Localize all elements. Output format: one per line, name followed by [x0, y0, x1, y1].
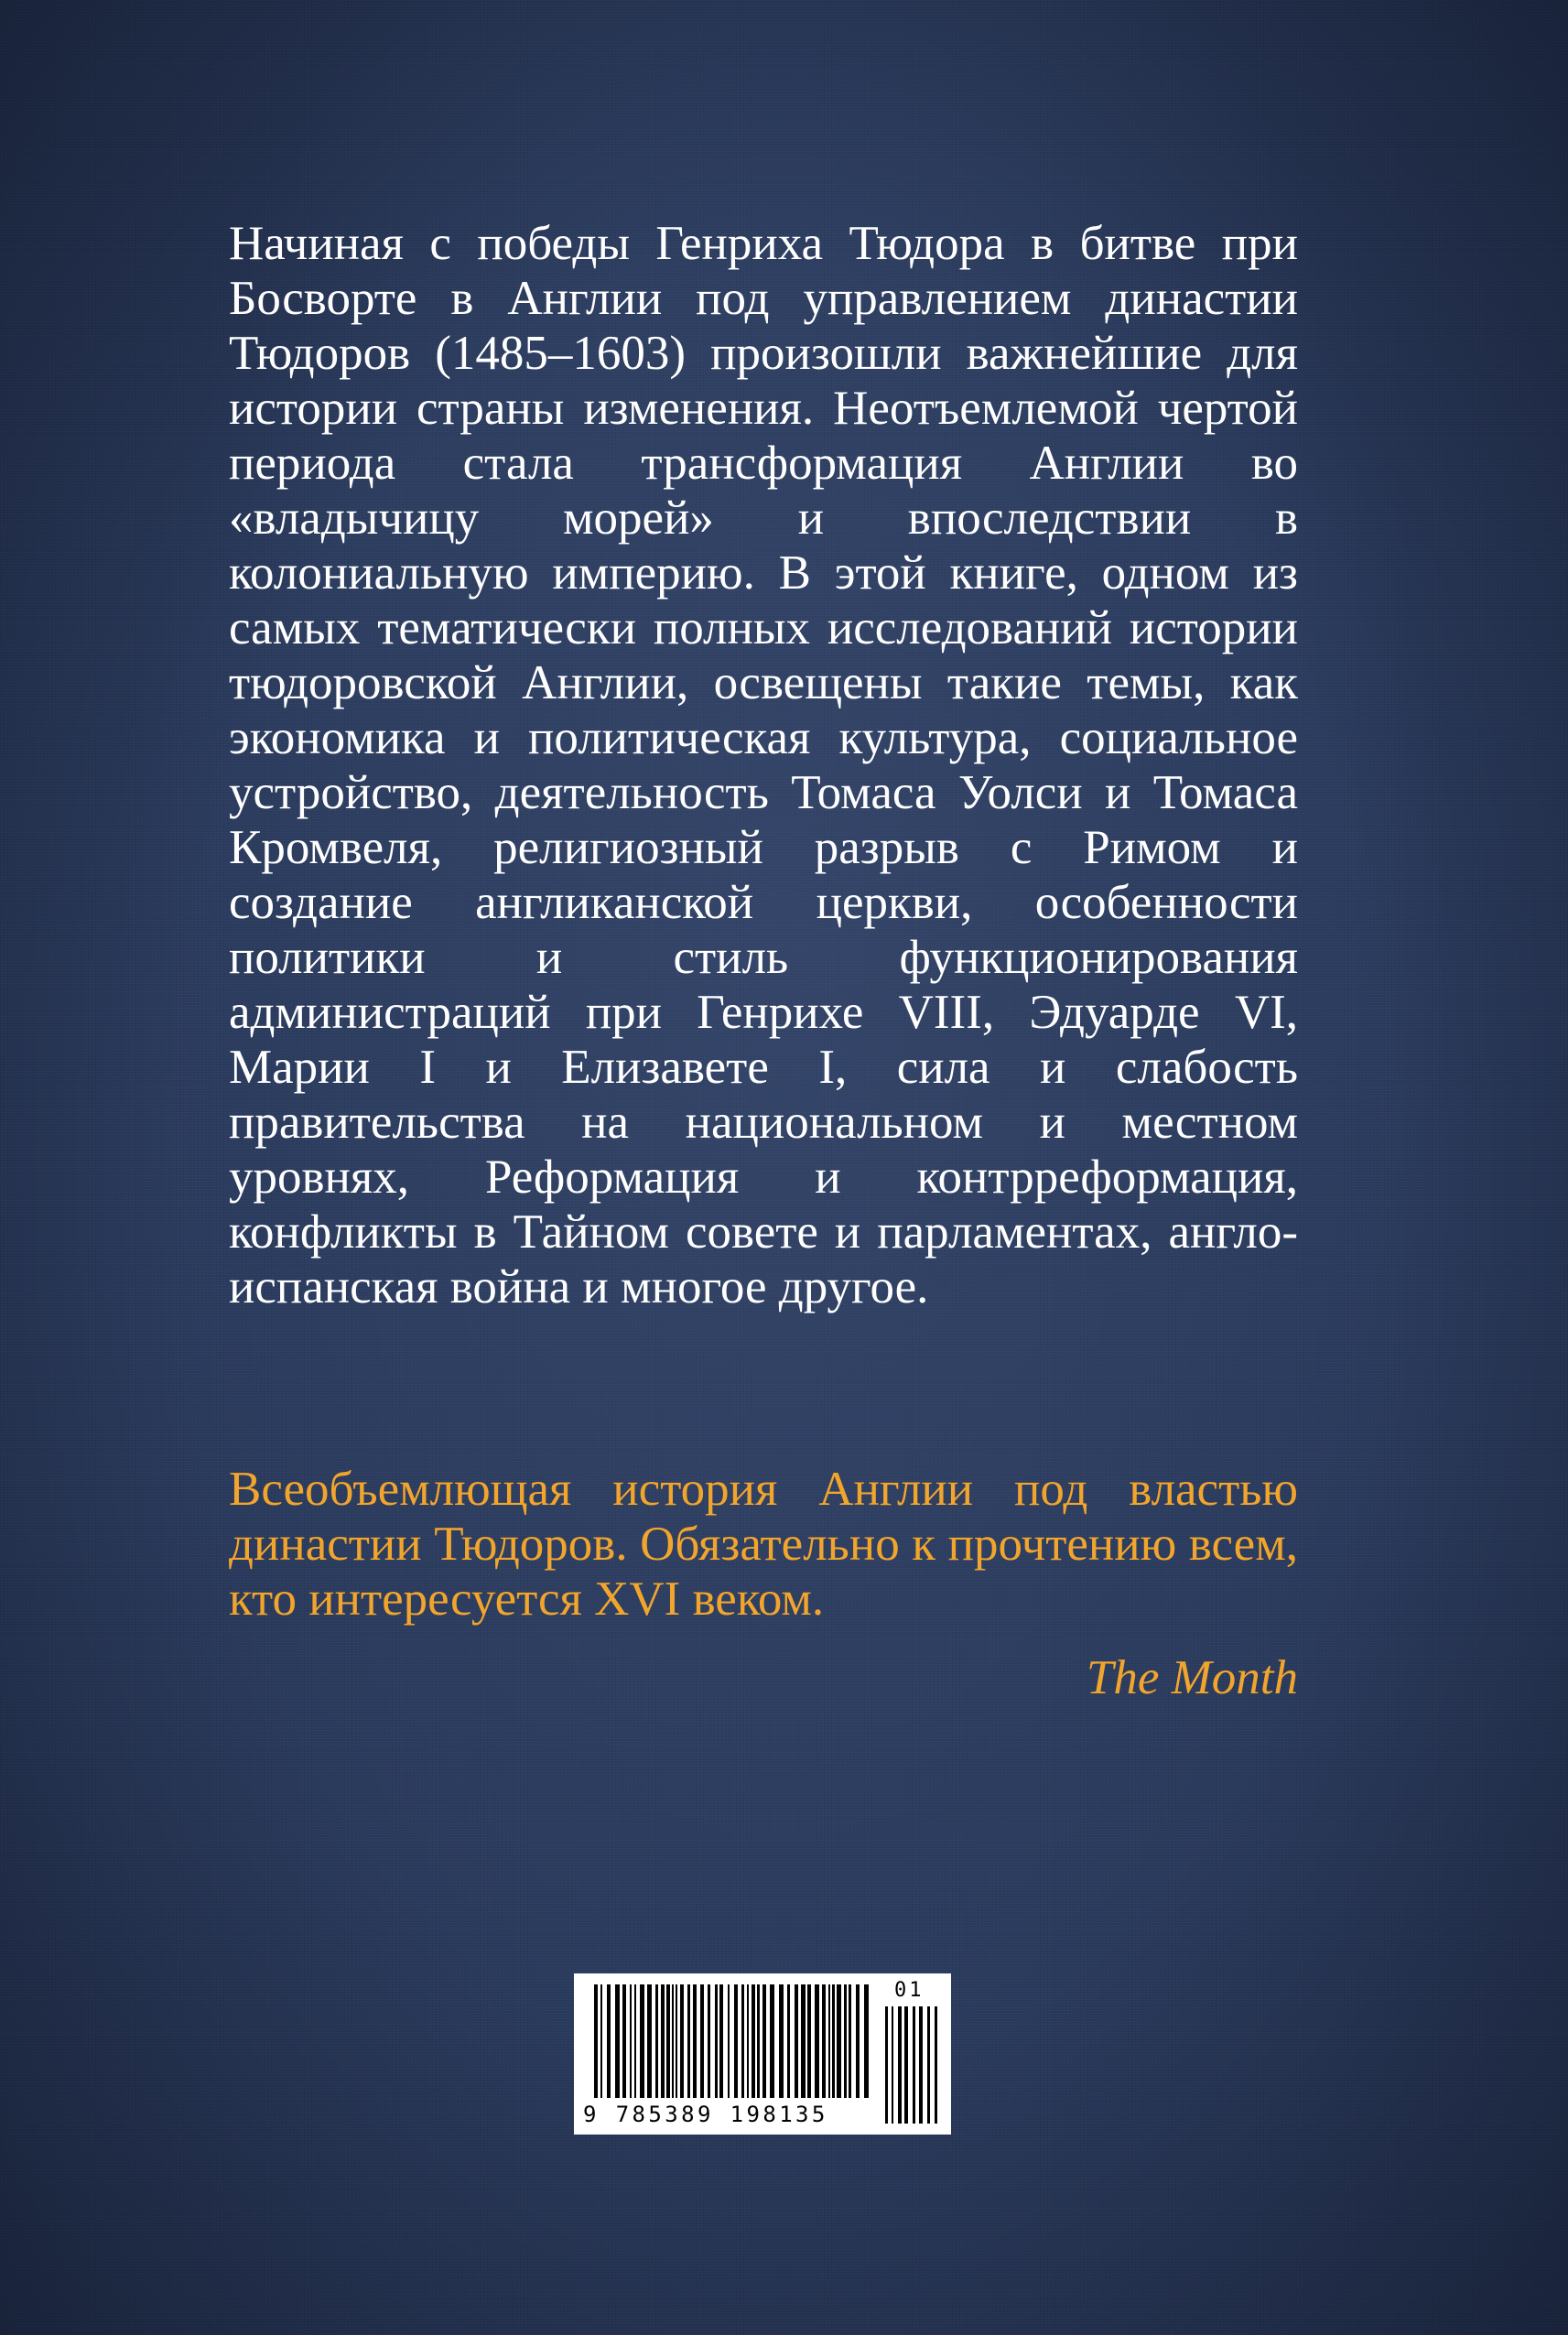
barcode-bar: [828, 1984, 830, 2098]
barcode-bar: [815, 1984, 819, 2098]
isbn-barcode: [574, 1973, 951, 2135]
barcode-bar: [647, 1984, 652, 2098]
barcode-bar: [607, 1984, 611, 2098]
barcode-bar: [752, 1984, 755, 2098]
barcode-bar: [672, 1984, 674, 2098]
barcode-bar: [734, 1984, 738, 2098]
barcode-bar: [676, 1984, 677, 2098]
barcode-bar: [807, 1984, 811, 2098]
barcode-bar: [600, 1984, 602, 2098]
barcode-bar: [770, 1984, 774, 2098]
barcode-bar: [715, 1984, 718, 2098]
barcode-bar: [719, 1984, 723, 2098]
barcode-bar: [594, 1984, 598, 2098]
barcode-bar: [693, 1984, 697, 2098]
barcode-bar: [779, 1984, 784, 2098]
back-cover-blurb: Начиная с победы Генриха Тюдора в битве при Босворте в Англии под управлением династии Тюдоров (1485–1603) произошли важнейшие для истории страны изменения. Неотъемлемой чертой периода стала трансформация Англии во «владычицу морей» и впоследствии в колониальную империю. В этой книге, одном из самых тематически полных исследований истории тюдоровской Англии, освещены такие темы, как экономика и политическая культура, социальное устройство, деятельность Томаса Уолси и Томаса Кромвеля, религиозный разрыв с Римом и создание англиканской церкви, особенности политики и стиль функционирования администраций при Генрихе VIII, Эдуарде VI, Марии I и Елизавете I, сила и слабость правительства на национальном и местном уровнях, Реформация и контрреформация, конфликты в Тайном совете и парламентах, англо-испанская война и многое другое.: [229, 217, 1298, 1313]
barcode-bar: [700, 1984, 704, 2098]
barcode-bar: [666, 1984, 670, 2098]
barcode-bar: [837, 1984, 841, 2098]
barcode-bar: [655, 1984, 658, 2098]
barcode-bar: [741, 1984, 744, 2098]
barcode-bar: [640, 1984, 644, 2098]
barcode-bar: [795, 1984, 798, 2098]
review-source: The Month: [1086, 1651, 1298, 1704]
barcode-bar: [849, 1984, 851, 2098]
barcode-bar: [728, 1984, 730, 2098]
barcode-bar: [787, 1984, 790, 2098]
barcode-bar: [708, 1984, 710, 2098]
barcode-bar: [762, 1984, 766, 2098]
barcode-bar: [630, 1984, 632, 2098]
barcode-bar: [615, 1984, 620, 2098]
barcode-bar: [832, 1984, 835, 2098]
barcode-bar: [747, 1984, 749, 2098]
barcode-bar: [844, 1984, 847, 2098]
barcode-bar: [757, 1984, 760, 2098]
review-quote: Всеобъемлющая история Англии под властью династии Тюдоров. Обязательно к прочтению всем, кто интересуется XVI веком.: [229, 1463, 1298, 1626]
barcode-bar: [856, 1984, 860, 2098]
isbn-digits: 9 785389 198135: [583, 2102, 828, 2127]
barcode-bar: [680, 1984, 684, 2098]
barcode-bar: [622, 1984, 626, 2098]
barcode-bar: [864, 1984, 869, 2098]
barcode-bar: [634, 1984, 636, 2098]
barcode-bar: [687, 1984, 690, 2098]
barcode-addon-digits: 01: [894, 1979, 925, 2002]
barcode-bar: [661, 1984, 665, 2098]
barcode-bar: [822, 1984, 826, 2098]
barcode-bar: [801, 1984, 806, 2098]
